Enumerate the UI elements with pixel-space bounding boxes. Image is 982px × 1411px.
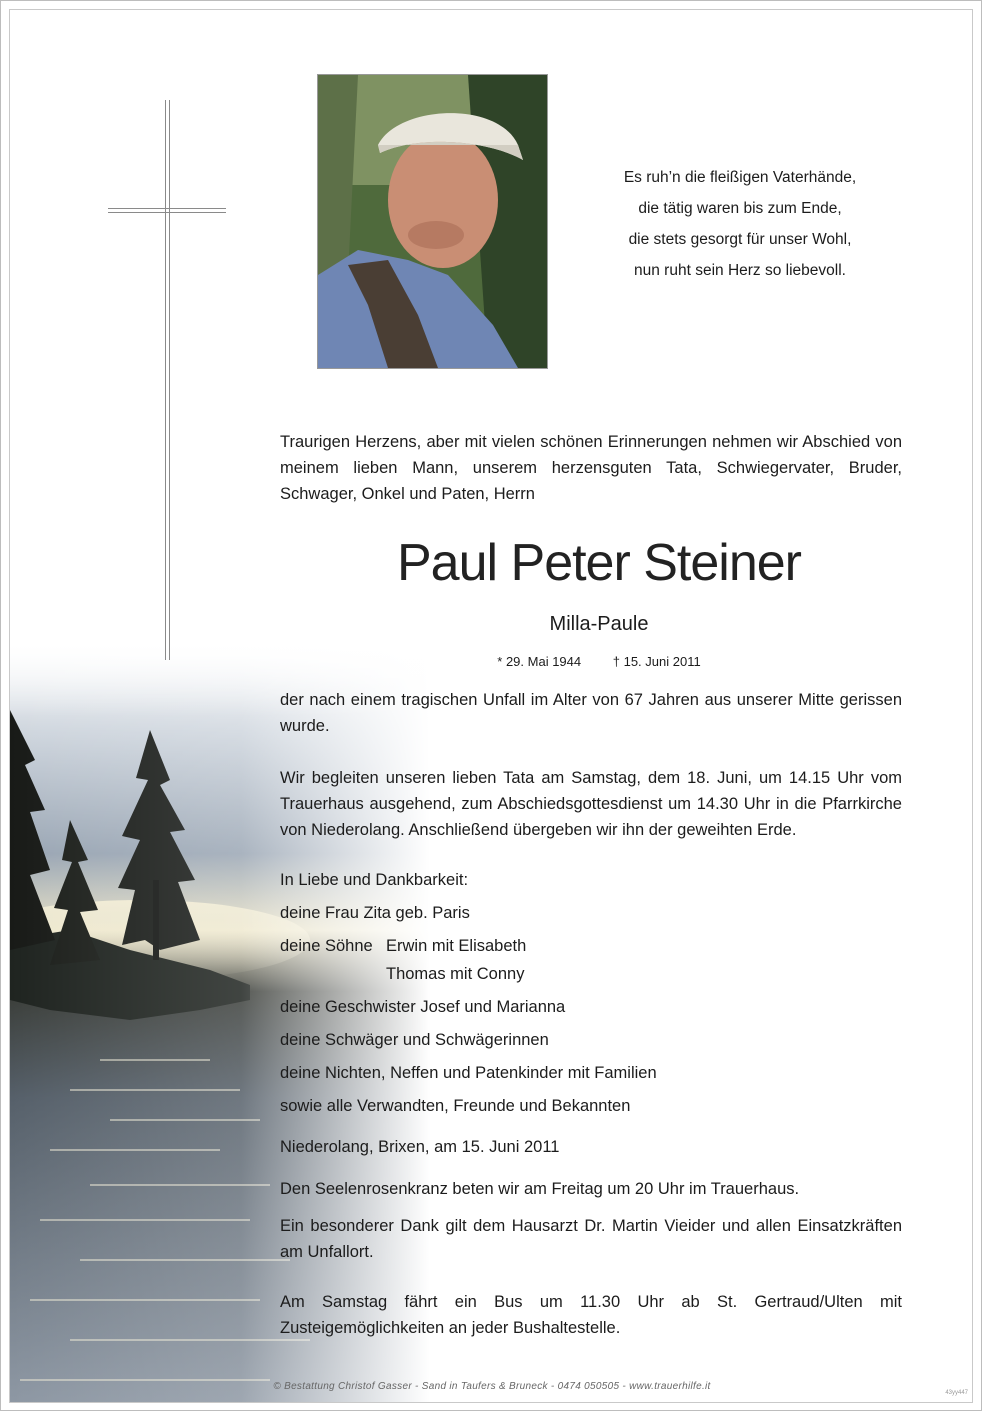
funeral-text: Wir begleiten unseren lieben Tata am Samstag, dem 18. Juni, um 14.15 Uhr vom Trauerhaus ausgehend, zum Abschiedsgottesdienst um 14.30 Uhr in die Pfarrkirche von Niederolang. Anschließend übergeben wir ihn der geweihten Erde. [280, 769, 902, 839]
death-date: † 15. Juni 2011 [612, 654, 701, 669]
deceased-nickname: Milla-Paule [549, 613, 649, 635]
poem-line: die stets gesorgt für unser Wohl, [628, 231, 852, 248]
accident-text: der nach einem tragischen Unfall im Alter von 67 Jahren aus unserer Mitte gerissen wurde. [280, 691, 902, 735]
mourner-relatives: sowie alle Verwandten, Freunde und Bekannten [280, 1097, 631, 1115]
birth-date: * 29. Mai 1944 [497, 654, 582, 669]
portrait-photo [317, 74, 548, 369]
document-code: 43yy447 [945, 1390, 968, 1396]
poem-line: nun ruht sein Herz so liebevoll. [634, 262, 846, 279]
funeral-home-footer: © Bestattung Christof Gasser - Sand in Taufers & Bruneck - 0474 050505 - www.trauerhilfe.it [273, 1381, 711, 1392]
poem-line: Es ruh’n die fleißigen Vaterhände, [623, 169, 857, 186]
mourner-son: Erwin mit Elisabeth [386, 937, 527, 955]
thanks-text: Ein besonderer Dank gilt dem Hausarzt Dr. Martin Vieider und allen Einsatzkräften am Unfallort. [280, 1217, 902, 1261]
bus-text: Am Samstag fährt ein Bus um 11.30 Uhr ab St. Gertraud/Ulten mit Zusteigemöglichkeiten an jeder Bushaltestelle. [280, 1293, 902, 1337]
mourners-heading: In Liebe und Dankbarkeit: [280, 871, 469, 889]
mourner-nieces: deine Nichten, Neffen und Patenkinder mit Familien [280, 1064, 657, 1082]
mourner-in-laws: deine Schwäger und Schwägerinnen [280, 1031, 549, 1049]
mourner-wife: deine Frau Zita geb. Paris [280, 904, 470, 922]
life-dates [280, 652, 918, 672]
intro-text: Traurigen Herzens, aber mit vielen schönen Erinnerungen nehmen wir Abschied von meinem lieben Mann, unserem herzensguten Tata, Schwiegervater, Bruder, Schwager, Onkel und Paten, Herrn [280, 433, 902, 503]
deceased-name: Paul Peter Steiner [396, 534, 802, 592]
mourner-son: Thomas mit Conny [386, 965, 525, 983]
mourner-sons-label: deine Söhne [280, 937, 373, 955]
page-frame [9, 9, 973, 1403]
poem-line: die tätig waren bis zum Ende, [638, 200, 842, 217]
place-date: Niederolang, Brixen, am 15. Juni 2011 [280, 1138, 560, 1156]
rosary-text: Den Seelenrosenkranz beten wir am Freitag um 20 Uhr im Trauerhaus. [280, 1180, 800, 1198]
mourner-siblings: deine Geschwister Josef und Marianna [280, 998, 566, 1016]
memorial-poem [570, 162, 910, 286]
